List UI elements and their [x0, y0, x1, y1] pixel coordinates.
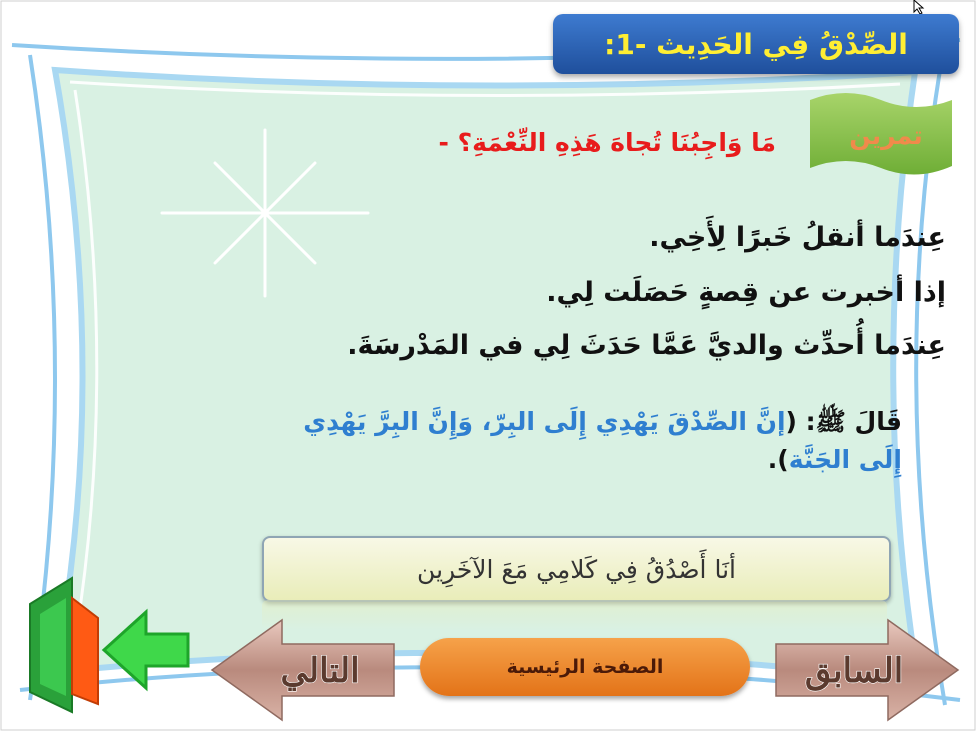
motto-banner — [262, 536, 891, 602]
exercise-label: تمرين — [849, 121, 923, 150]
hadith-quote — [232, 403, 902, 479]
exit-door-icon[interactable] — [22, 574, 102, 716]
exercise-flag — [806, 86, 956, 186]
list-item: عِندَما أنقلُ خَبرًا لِأَخِي. — [649, 222, 946, 253]
home-button-label: الصفحة الرئيسية — [506, 656, 664, 678]
motto-text: أنَا أَصْدُقُ فِي كَلامِي مَعَ الآخَرِين — [417, 554, 736, 584]
hadith-close: ). — [767, 445, 789, 474]
hadith-text-line2: إِلَى الجَنَّة — [788, 445, 902, 474]
question-text: مَا وَاجِبُنَا تُجاهَ هَذِهِ النِّعْمَةِ؟ - — [438, 128, 776, 157]
list-item: عِندَما أُحدِّث والديَّ عَمَّا حَدَثَ لِي في المَدْرسَةَ. — [347, 330, 946, 361]
title-banner — [553, 14, 959, 74]
home-button[interactable] — [420, 638, 750, 696]
green-arrow-icon[interactable] — [100, 608, 192, 692]
next-button-label: التالي — [280, 651, 360, 691]
previous-button[interactable] — [772, 616, 962, 722]
page-title: الصِّدْقُ فِي الحَدِيث -1: — [604, 27, 908, 61]
sparkle-icon — [160, 128, 370, 298]
list-item: إذا أخبرت عن قِصةٍ حَصَلَت لِي. — [546, 277, 946, 308]
previous-button-label: السابق — [804, 651, 904, 691]
next-button[interactable] — [208, 616, 398, 722]
hadith-intro: قَالَ ﷺ: ( — [785, 407, 902, 436]
hadith-text-line1: إنَّ الصِّدْقَ يَهْدِي إِلَى البِرّ، وَإِنَّ البِرَّ يَهْدِي — [303, 407, 786, 436]
mouse-cursor-icon — [912, 0, 928, 14]
